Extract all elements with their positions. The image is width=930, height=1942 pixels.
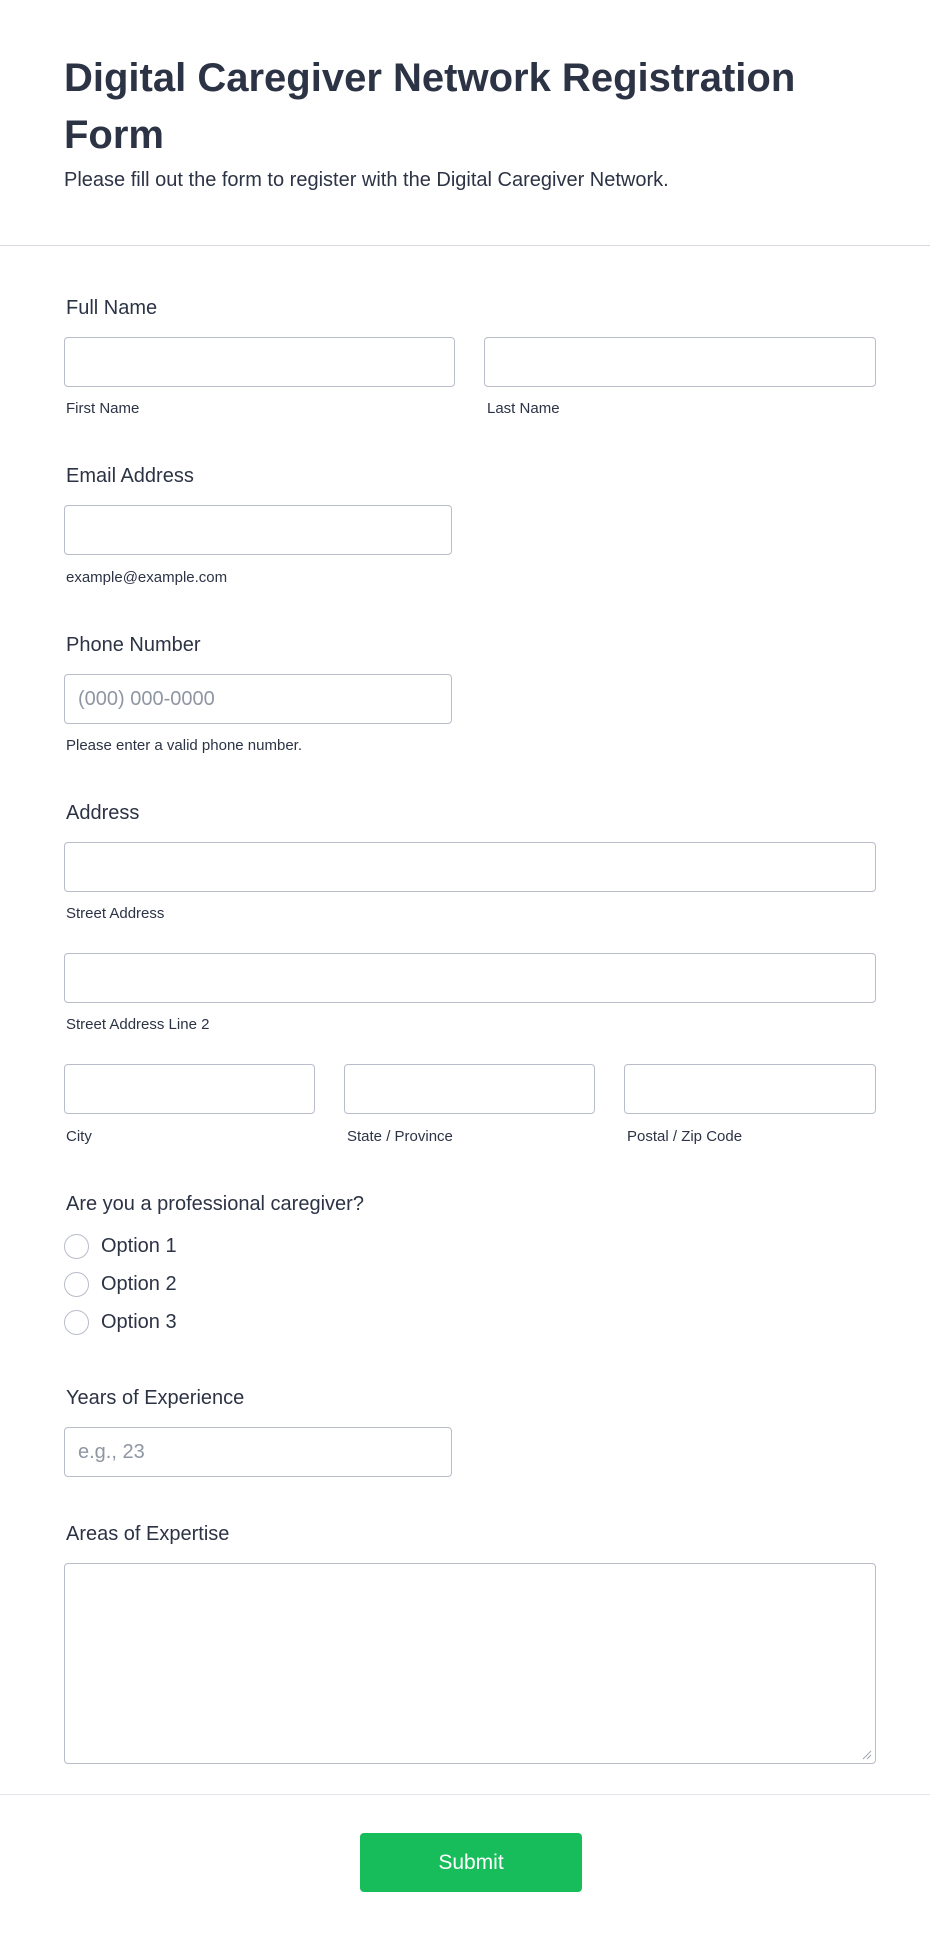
submit-button[interactable]: Submit: [360, 1833, 582, 1892]
radio-option-2[interactable]: [64, 1271, 177, 1297]
areas-expertise-label: Areas of Expertise: [66, 1523, 230, 1545]
first-name-sublabel: First Name: [66, 400, 140, 417]
form-subtitle: Please fill out the form to register with the Digital Caregiver Network.: [64, 169, 669, 191]
street-address-line2-sublabel: Street Address Line 2: [66, 1016, 210, 1033]
radio-circle[interactable]: [64, 1310, 89, 1335]
years-experience-label: Years of Experience: [66, 1387, 245, 1409]
professional-caregiver-label: Are you a professional caregiver?: [66, 1193, 364, 1215]
street-address-sublabel: Street Address: [66, 905, 165, 922]
resize-grip-icon[interactable]: [860, 1748, 872, 1760]
full-name-label: Full Name: [66, 297, 158, 319]
zip-input[interactable]: [624, 1064, 876, 1114]
radio-option-3[interactable]: [64, 1309, 177, 1335]
footer-divider: [0, 1794, 930, 1795]
radio-option-1[interactable]: [64, 1233, 177, 1259]
years-experience-input[interactable]: [64, 1427, 452, 1477]
radio-option-label: Option 3: [101, 1310, 177, 1333]
radio-option-label: Option 1: [101, 1234, 177, 1257]
phone-sublabel: Please enter a valid phone number.: [66, 737, 302, 754]
street-address-input[interactable]: [64, 842, 876, 892]
radio-circle[interactable]: [64, 1234, 89, 1259]
radio-option-label: Option 2: [101, 1272, 177, 1295]
radio-circle[interactable]: [64, 1272, 89, 1297]
state-sublabel: State / Province: [347, 1128, 453, 1145]
city-input[interactable]: [64, 1064, 315, 1114]
zip-sublabel: Postal / Zip Code: [627, 1128, 743, 1145]
phone-label: Phone Number: [66, 634, 201, 656]
email-label: Email Address: [66, 465, 194, 487]
form-header: [0, 0, 930, 246]
address-label: Address: [66, 802, 140, 824]
email-input[interactable]: [64, 505, 452, 555]
areas-expertise-textarea[interactable]: [64, 1563, 876, 1764]
first-name-input[interactable]: [64, 337, 455, 387]
state-input[interactable]: [344, 1064, 595, 1114]
city-sublabel: City: [66, 1128, 92, 1145]
last-name-input[interactable]: [484, 337, 876, 387]
last-name-sublabel: Last Name: [487, 400, 560, 417]
phone-input[interactable]: [64, 674, 452, 724]
form-title: Digital Caregiver Network Registration Form: [64, 56, 796, 157]
email-sublabel: example@example.com: [66, 569, 228, 586]
street-address-line2-input[interactable]: [64, 953, 876, 1003]
